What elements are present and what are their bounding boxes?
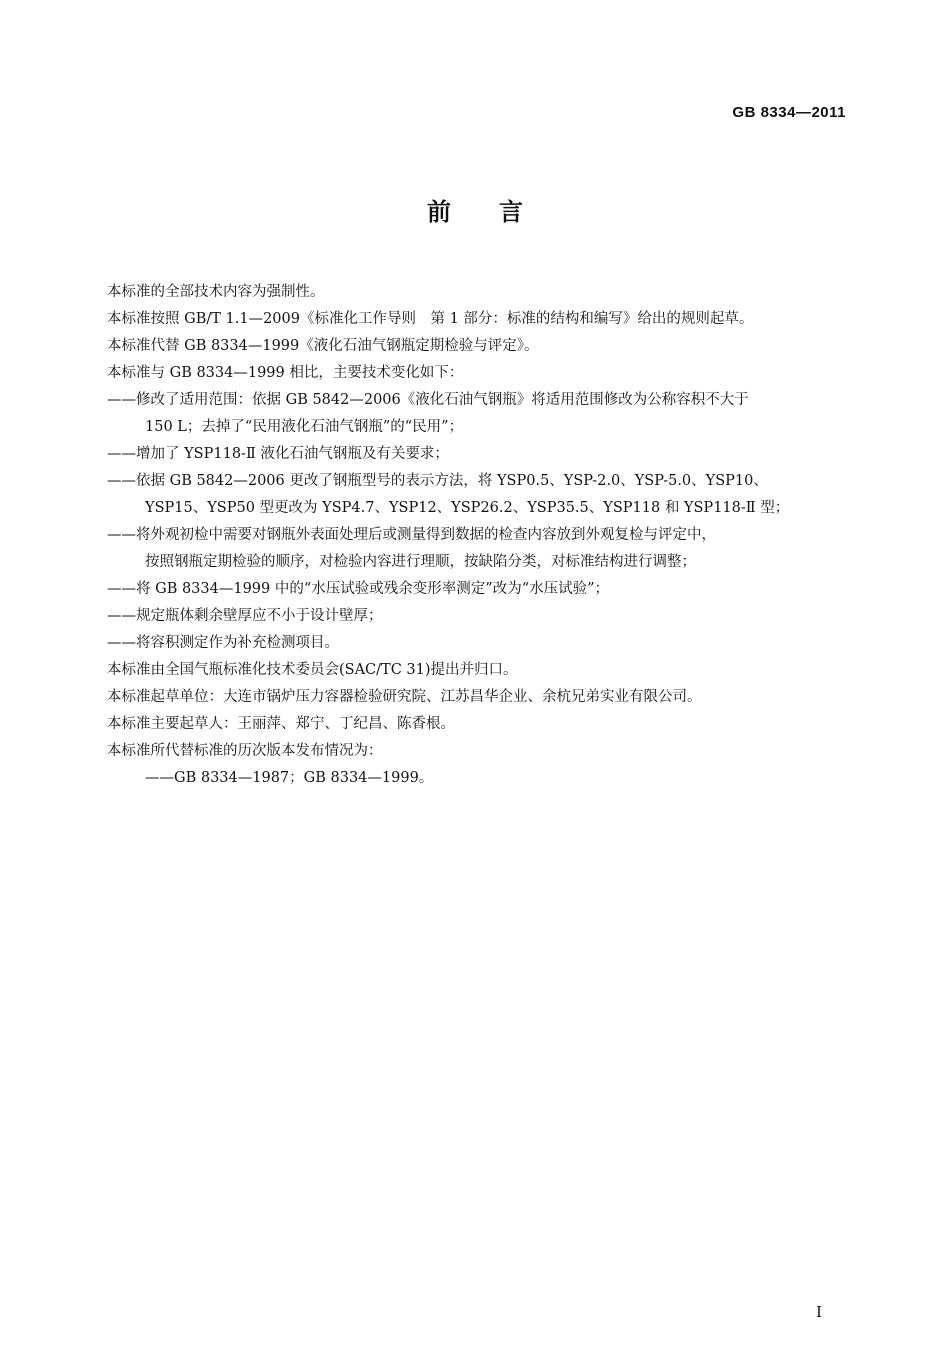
list-item-change-wall: ——规定瓶体剩余壁厚应不小于设计壁厚； (107, 608, 383, 624)
list-item-change-inspection: ——将外观初检中需要对钢瓶外表面处理后或测量得到数据的检查内容放到外观复检与评定中， (107, 527, 716, 543)
paragraph-history-intro: 本标准所代替标准的历次版本发布情况为： (107, 743, 383, 759)
list-item-change-volume: ——将容积测定作为补充检测项目。 (107, 635, 339, 651)
paragraph-drafting-rules: 本标准按照 GB/T 1.1—2009《标准化工作导则 第 1 部分：标准的结构和编写》给出的规则起草。 (107, 311, 754, 327)
list-item-change-hydro: ——将 GB 8334—1999 中的“水压试验或残余变形率测定”改为“水压试验”； (107, 581, 610, 597)
list-item-change-scope-cont: 150 L；去掉了“民用液化石油气钢瓶”的“民用”； (145, 419, 464, 435)
list-item-change-scope: ——修改了适用范围：依据 GB 5842—2006《液化石油气钢瓶》将适用范围修改为公称容积不大于 (107, 392, 749, 408)
list-item-history: ——GB 8334—1987；GB 8334—1999。 (145, 770, 434, 786)
page-title: 前言 (427, 198, 571, 226)
standard-number: GB 8334—2011 (732, 104, 846, 121)
list-item-change-inspection-cont: 按照钢瓶定期检验的顺序，对检验内容进行理顺，按缺陷分类，对标准结构进行调整； (145, 554, 696, 570)
paragraph-changes-intro: 本标准与 GB 8334—1999 相比，主要技术变化如下： (107, 365, 464, 381)
list-item-change-model: ——依据 GB 5842—2006 更改了钢瓶型号的表示方法，将 YSP0.5、YSP-2.0、YSP-5.0、YSP10、 (107, 473, 768, 489)
foreword-body (107, 279, 852, 792)
paragraph-drafting-units: 本标准起草单位：大连市锅炉压力容器检验研究院、江苏昌华企业、余杭兄弟实业有限公司。 (107, 689, 702, 705)
list-item-change-model-cont: YSP15、YSP50 型更改为 YSP4.7、YSP12、YSP26.2、YSP35.5、YSP118 和 YSP118-Ⅱ 型； (145, 500, 790, 516)
paragraph-mandatory: 本标准的全部技术内容为强制性。 (107, 284, 325, 300)
paragraph-replaces: 本标准代替 GB 8334—1999《液化石油气钢瓶定期检验与评定》。 (107, 338, 539, 354)
paragraph-proposer: 本标准由全国气瓶标准化技术委员会(SAC/TC 31)提出并归口。 (107, 662, 518, 678)
paragraph-drafters: 本标准主要起草人：王丽萍、郑宁、丁纪昌、陈香根。 (107, 716, 455, 732)
list-item-change-ysp118: ——增加了 YSP118-Ⅱ 液化石油气钢瓶及有关要求； (107, 446, 449, 462)
page-number: I (816, 1303, 822, 1321)
